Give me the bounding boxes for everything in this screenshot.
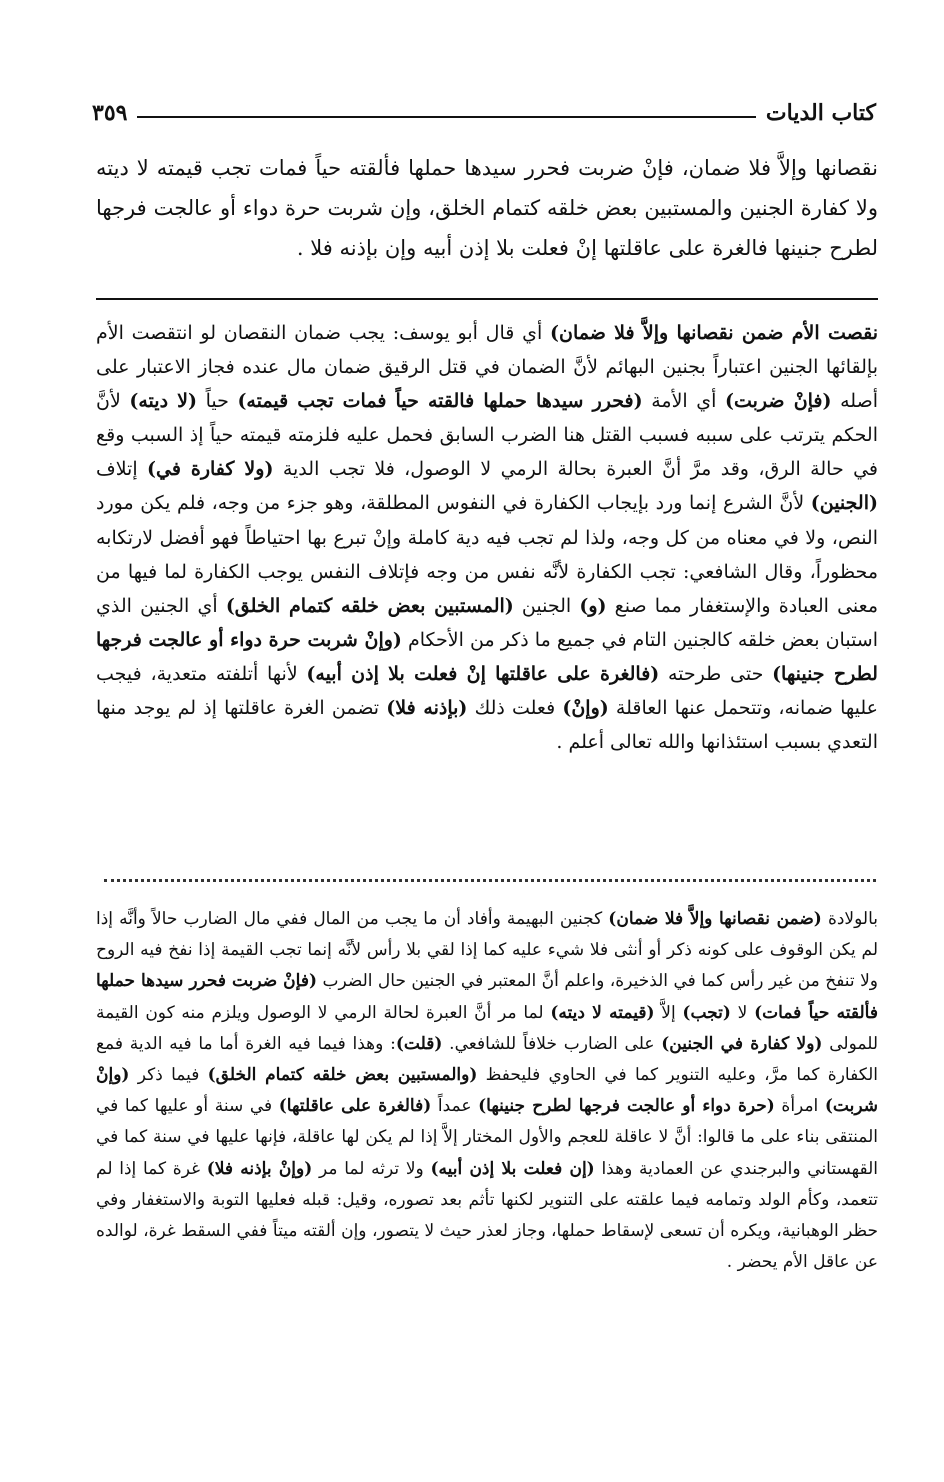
- commentary-text: كجنين البهيمة وأفاد أن ما يجب من المال ففي مال الضارب حالاً وأنَّه إذا لم يكن الوقوف على كونه ذكر أو أنثى فلا شيء عليه كما إذا لقي بلا رأس لأنَّه إنما تجب القيمة إذا نفخ فيه الروح ولا تنفخ من غير رأس كما في الذخيرة، واعلم أنَّ المعتبر في الجنين حال الضرب: [96, 909, 878, 992]
- quoted-matn: (قلت): [395, 1033, 443, 1054]
- quoted-matn: (و): [579, 594, 607, 617]
- quoted-matn: (ولا كفارة في الجنين): [661, 1033, 823, 1054]
- commentary-secondary-paragraph: [96, 904, 878, 1278]
- quoted-matn: (فالغرة على عاقلتها إنْ فعلت بلا إذن أبيه): [306, 662, 660, 685]
- quoted-matn: (فإنْ ضربت): [724, 390, 832, 413]
- main-text: [96, 148, 878, 268]
- commentary-text: بالولادة: [821, 909, 878, 929]
- quoted-matn: (المستبين بعض خلقه كتمام الخلق): [225, 594, 514, 617]
- quoted-matn: (قيمته لا ديته): [550, 1002, 655, 1023]
- commentary-text: حياً: [197, 390, 238, 413]
- quoted-matn: (إن فعلت بلا إذن أبيه): [430, 1158, 595, 1179]
- page-number: ٣٥٩: [92, 100, 128, 126]
- commentary-text: لما مر أنَّ العبرة لحالة الرمي لا الوصول ويلزم منه كون القيمة للمولى: [96, 1002, 879, 1054]
- commentary-text: أي الجنين الذي استبان بعض خلقه كالجنين التام في جميع ما ذكر من الأحكام: [96, 594, 878, 651]
- commentary-text: فيما ذكر: [129, 1065, 208, 1086]
- commentary-secondary: [96, 904, 878, 1278]
- commentary-text: أي قال أبو يوسف: يجب ضمان النقصان لو انتقصت الأم بإلقائها الجنين اعتباراً بجنين البهائم لأنَّ الضمان في قتل الرقيق ضمان مال عنده فجاز الاعتبار على أصله: [96, 322, 878, 413]
- commentary-text: في سنة أو عليها كما في المنتقى بناء على ما قالوا: أنَّ لا عاقلة للعجم والأول المختار إلاَّ إذا لم يكن لها عاقلة، فإنها عليها في سنة كما في القهستاني والبرجندي عن العمادية وهذا: [96, 1096, 879, 1179]
- quoted-matn: (فحرر سيدها حملها فالقته حياً فمات تجب قيمته): [237, 390, 643, 413]
- quoted-matn: (ولا كفارة في): [147, 458, 274, 481]
- quoted-matn: (بإذنه فلا): [386, 697, 468, 720]
- quoted-matn: (لا ديته): [129, 390, 198, 413]
- commentary-text: الجنين: [513, 594, 580, 617]
- quoted-matn: (تجب): [682, 1002, 731, 1023]
- quoted-matn: (الجنين): [810, 492, 878, 515]
- section-divider-line: [96, 298, 878, 300]
- commentary-primary-paragraph: [96, 316, 878, 759]
- quoted-matn: (والمستبين بعض خلقه كتمام الخلق): [207, 1065, 478, 1086]
- commentary-text: عمداً: [431, 1096, 479, 1117]
- commentary-text: على الضارب خلافاً للشافعي.: [442, 1033, 662, 1054]
- main-text-paragraph: نقصانها وإلاَّ فلا ضمان، فإنْ ضربت فحرر سيدها حملها فألقته حياً فمات تجب قيمته لا ديته ولا كفارة الجنين والمستبين بعض خلقه كتمام الخلق، وإن شربت حرة دواء أو عالجت فرجها لطرح جنينها فالغرة على عاقلتها إنْ فعلت بلا إذن أبيه وإن بإذنه فلا .: [96, 156, 878, 260]
- commentary-text: فعلت ذلك: [467, 697, 563, 720]
- quoted-matn: (فإنْ ضربت فحرر سيدها حملها فألقته حياً فمات): [96, 971, 878, 1023]
- commentary-text: لأنها أتلفته متعدية، فيجب عليها ضمانه، وتتحمل عنها العاقلة: [96, 662, 879, 720]
- commentary-text: لأنَّ الحكم يترتب على سببه فسبب القتل هنا الضرب السابق فحمل عليه فلزمته قيمته حياً إذ السبب وقع في حالة الرق، وقد مرَّ أنَّ العبرة بحالة الرمي لا الوصول، فلا تجب الدية: [96, 390, 878, 481]
- dotted-separator: [104, 879, 876, 882]
- quoted-matn: (وإنْ): [562, 697, 609, 720]
- quoted-matn: (وإنْ بإذنه فلا): [206, 1158, 313, 1179]
- running-title: كتاب الديات: [765, 100, 876, 126]
- commentary-text: أي الأمة: [642, 390, 725, 413]
- commentary-text: لأنَّ الشرع إنما ورد بإيجاب الكفارة في النفوس المطلقة، وهو جزء من وجه، فلم يكن مورد النص، ولا في معناه من كل وجه، ولذا لم تجب فيه دية كاملة وإنْ تبرع بها احتياطاً فهو أفضل لارتكابه محظوراً، وقال الشافعي: تجب الكفارة لأنَّه نفس من وجه فإتلاف النفس يوجب الكفارة لما فيها من معنى العبادة والإستغفار مما صنع: [96, 492, 879, 617]
- quoted-matn: (ضمن نقصانها وإلاَّ فلا ضمان): [608, 909, 822, 929]
- commentary-text: لا: [730, 1002, 755, 1023]
- quoted-matn: (وإنْ شربت): [96, 1065, 878, 1117]
- quoted-matn: نقصت الأم ضمن نقصانها وإلاَّ فلا ضمان): [550, 322, 878, 344]
- page-header: [92, 86, 876, 126]
- commentary-text: إتلاف: [96, 458, 147, 481]
- commentary-text: ولا ترثه لما مر: [312, 1158, 431, 1179]
- header-rule: [137, 116, 755, 118]
- quoted-matn: (فالغرة على عاقلتها): [278, 1096, 432, 1117]
- commentary-text: : وهذا فيما فيه الغرة أما ما فيه الدية فمع الكفارة كما مرَّ، وعليه التنوير كما في الحاوي فليحفظ: [96, 1033, 878, 1086]
- commentary-text: غرة كما إذا لم تتعمد، وكأم الولد وتمامه فيما علقته على التنوير لكنها تأثم بعد تصوره، وقيل: قبله فعليها التوبة والاستغفار وفي حظر الوهبانية، ويكره أن تسعى لإسقاط حملها، وجاز لعذر حيث لا يتصور، وإن ألقته ميتاً ففي السقط غرة، لوالده عن عاقل الأم يحضر .: [96, 1158, 878, 1273]
- commentary-text: امرأة: [774, 1096, 825, 1117]
- quoted-matn: (وإنْ شربت حرة دواء أو عالجت فرجها لطرح جنينها): [96, 628, 878, 685]
- commentary-text: إلاَّ: [654, 1002, 683, 1023]
- quoted-matn: (حرة دواء أو عالجت فرجها لطرح جنينها): [478, 1096, 775, 1117]
- commentary-text: حتى طرحته: [659, 662, 773, 685]
- commentary-primary: [96, 316, 878, 759]
- commentary-text: تضمن الغرة عاقلتها إذ لم يوجد منها التعدي بسبب استئذانها والله تعالى أعلم .: [96, 697, 878, 754]
